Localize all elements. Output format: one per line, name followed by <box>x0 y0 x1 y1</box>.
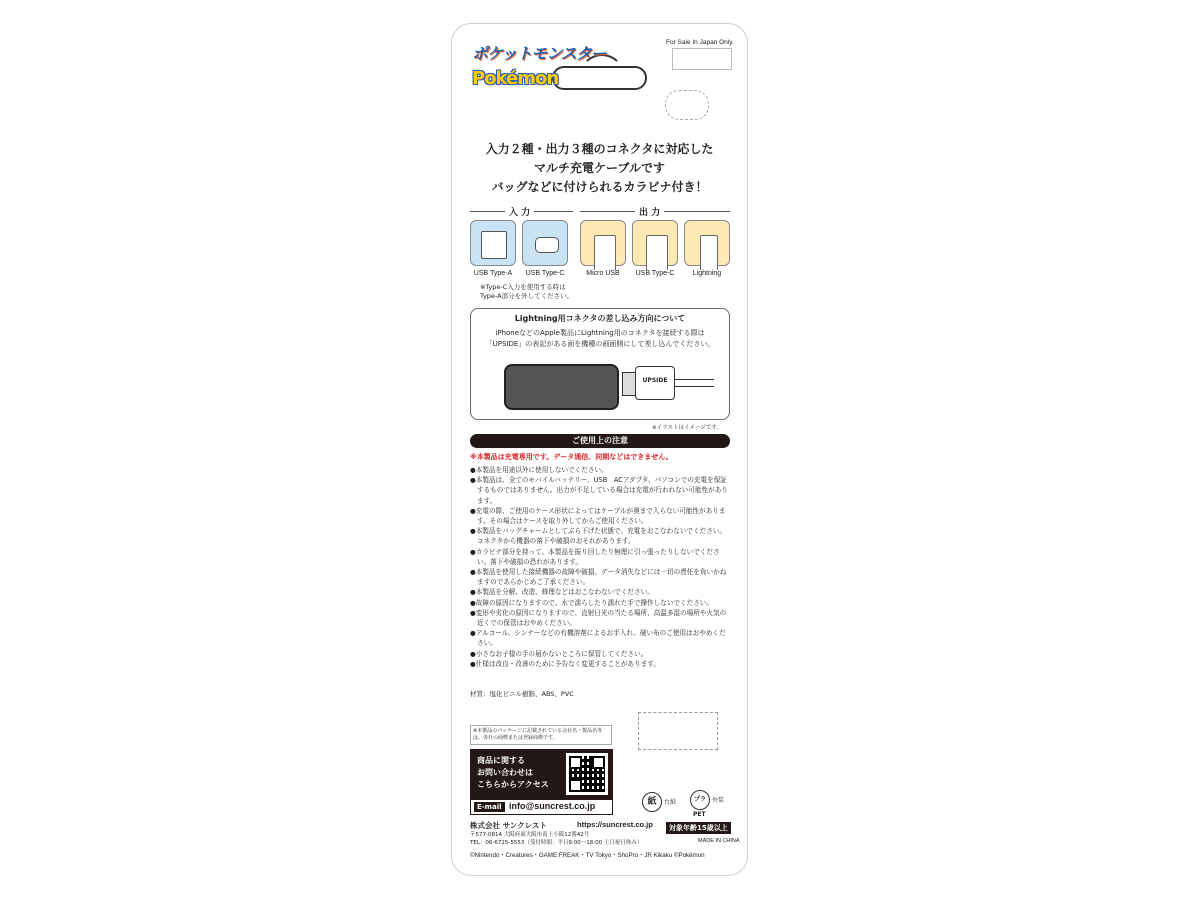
caution-list <box>470 465 732 669</box>
input-note-line-1: ※Type-C入力を使用する時は <box>480 283 566 291</box>
usb-type-c-output-connector-icon <box>632 220 678 266</box>
plastic-recycle-icon: プラ <box>690 790 710 810</box>
material-info: 材質：塩化ビニル樹脂、ABS、PVC <box>470 690 574 698</box>
trademark-notice: ※本製品のパッケージに記載されている会社名・製品名等は、各社の商標または登録商標です。 <box>470 725 612 745</box>
input-section-label: 入 力 <box>505 205 534 218</box>
dashed-circle-mark <box>665 90 709 120</box>
lightning-box-text-2: 「UPSIDE」の表記がある面を機種の画面側にして差し込んでください。 <box>485 340 715 348</box>
usb-type-c-input-connector-icon <box>522 220 568 266</box>
headline-line-1: 入力２種・出力３種のコネクタに対応した <box>485 142 714 156</box>
company-tel: TEL：06-6725-5553（受付時間：平日9:00〜18:00 土日祝日休み） <box>470 840 643 846</box>
upside-label: UPSIDE <box>642 377 668 384</box>
caution-item: ●アルコール、シンナーなどの有機溶剤によるお手入れ、硬い布のご使用はおやめください。 <box>470 629 726 648</box>
micro-usb-label: Micro USB <box>586 270 620 277</box>
pokemon-logo-japanese: ポケットモンスター <box>472 44 606 63</box>
lightning-box-text-1: iPhoneなどのApple製品にLightning用のコネクタを接続する際は <box>495 329 705 337</box>
caution-title: ご使用上の注意 <box>470 434 730 448</box>
input-note-line-2: Type-A部分を外してください。 <box>480 292 574 300</box>
lightning-connector-icon <box>684 220 730 266</box>
qr-code[interactable] <box>566 753 608 795</box>
plastic-recycle-label: 外装 <box>712 797 725 804</box>
dashed-sticker-area <box>638 712 718 750</box>
lightning-box-title: Lightning用コネクタの差し込み方向について <box>514 314 686 323</box>
caution-item: ●本製品をバッグチャームとしてぶら下げた状態で、充電をおこなわないでください。コネクタから機器の落下や破損のおそれがあります。 <box>470 527 726 546</box>
company-url[interactable]: https://suncrest.co.jp <box>577 820 653 829</box>
caution-item: ●充電の際、ご使用のケース形状によってはケーブルが奥まで入らない可能性があります。その場合はケースを取り外してからご使用ください。 <box>470 506 726 526</box>
illustration-note: ※イラストはイメージです。 <box>652 425 722 431</box>
company-name: 株式会社 サンクレスト <box>470 821 547 830</box>
phone-illustration <box>504 364 619 410</box>
copyright: ©Nintendo・Creatures・GAME FREAK・TV Tokyo・ShoPro・JR Kikaku ©Pokémon <box>470 852 705 859</box>
hang-hole <box>552 66 647 90</box>
contact-panel <box>470 749 613 815</box>
sale-note: For Sale In Japan Only. <box>666 39 734 46</box>
made-in: MADE IN CHINA <box>698 838 740 844</box>
caution-item: ●本製品を使用した接続機器の故障や破損、データ消失などには一切の責任を負いかねますのであらかじめご了承ください。 <box>470 568 727 587</box>
headline-line-3: バッグなどに付けられるカラビナ付き！ <box>491 180 708 194</box>
output-section-label: 出 力 <box>635 205 664 218</box>
usb-type-c-output-label: USB Type-C <box>635 270 675 277</box>
pet-recycle-label: PET <box>693 811 706 818</box>
paper-recycle-icon: 紙 <box>642 792 662 812</box>
package-card <box>451 23 748 876</box>
cable-illustration <box>674 379 714 387</box>
caution-item: ●本製品は、全てのモバイルバッテリー、USB ACアダプタ、パソコンでの充電を保証するものではありません。出力が不足している場合は充電が行われない可能性があります。 <box>470 476 728 505</box>
email-row <box>470 799 613 815</box>
usb-type-a-label: USB Type-A <box>473 270 513 277</box>
usb-type-a-connector-icon <box>470 220 516 266</box>
paper-recycle-label: 台紙 <box>664 799 677 806</box>
caution-item: ●カラビナ部分を持って、本製品を振り回したり無理に引っ張ったりしないでください。落下や破損の恐れがあります。 <box>470 547 720 566</box>
age-badge: 対象年齢15歳以上 <box>666 822 731 834</box>
email-tag: E-mail <box>474 802 505 812</box>
headline-line-2: マルチ充電ケーブルです <box>534 161 665 175</box>
caution-item: ●仕様は改良・改善のために予告なく変更することがあります。 <box>470 659 660 668</box>
usb-type-c-input-label: USB Type-C <box>525 270 565 277</box>
caution-item: ●故障の原因になりますので、水で濡らしたり濡れた手で操作しないでください。 <box>470 598 713 607</box>
caution-item: ●本製品を分解、改造、修理などはおこなわないでください。 <box>470 588 654 597</box>
pokemon-logo: Pokémon <box>472 68 559 89</box>
contact-text: 商品に関する お問い合わせは こちらからアクセス <box>477 756 549 789</box>
caution-item: ●本製品を用途以外に使用しないでください。 <box>470 466 608 474</box>
micro-usb-connector-icon <box>580 220 626 266</box>
caution-item: ●小さなお子様の手の届かないところに保管してください。 <box>470 649 648 658</box>
lightning-label: Lightning <box>692 270 722 277</box>
company-address: 〒577-0814 大阪府東大阪市南上小阪12番42号 <box>470 832 590 838</box>
charging-only-warning: ※本製品は充電専用です。データ通信、同期などはできません。 <box>470 453 673 461</box>
email-link[interactable]: info@suncrest.co.jp <box>509 801 596 811</box>
caution-item: ●変形や劣化の原因になりますので、直射日光の当たる場所、高温多湿の場所や火気の近くでの保管はおやめください。 <box>470 608 727 628</box>
barcode-box <box>672 48 732 70</box>
